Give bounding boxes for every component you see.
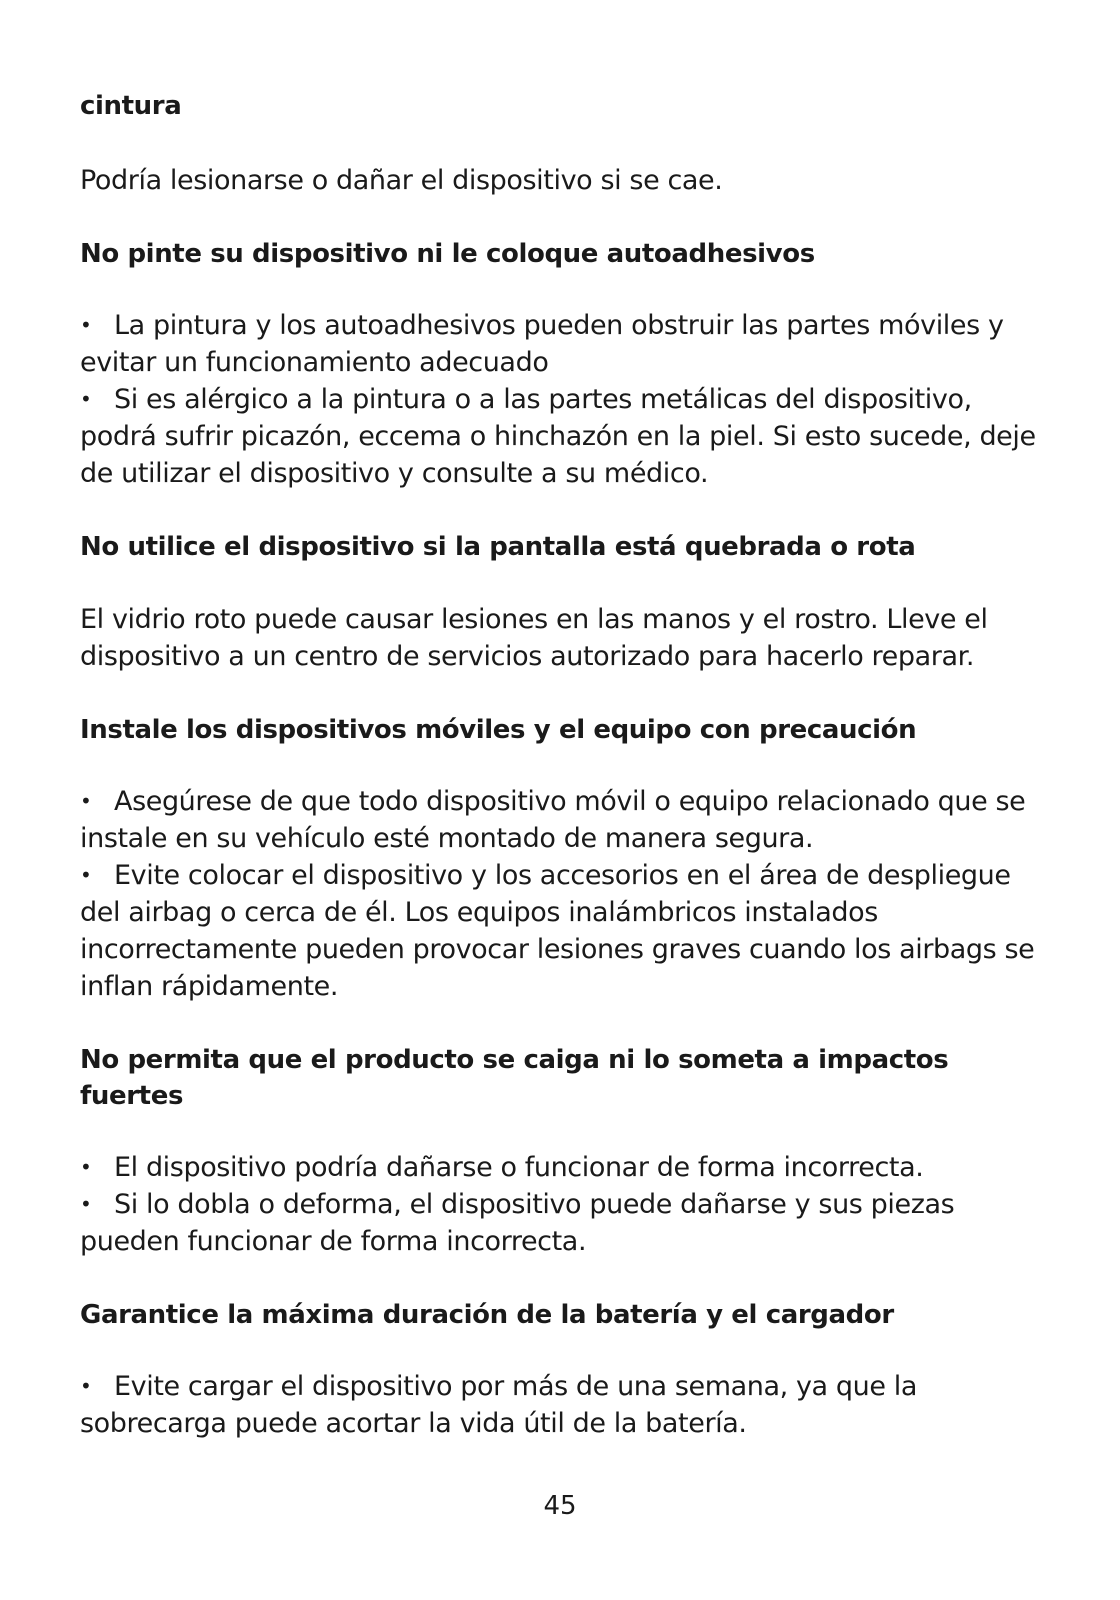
list-item-text: La pintura y los autoadhesivos pueden obstruir las partes móviles y evitar un funcionamiento adecuado — [80, 310, 1004, 378]
bullet-icon: • — [80, 1155, 92, 1179]
section-heading-cintura: cintura — [80, 91, 182, 121]
page-number: 45 — [543, 1491, 577, 1521]
list-item — [80, 307, 1040, 381]
document-page — [80, 88, 1040, 1442]
section-heading-install: Instale los dispositivos móviles y el equipo con precaución — [80, 715, 917, 745]
list-item-text: Evite colocar el dispositivo y los accesorios en el área de despliegue del airbag o cerca de él. Los equipos inalámbricos instalados incorrectamente pueden provocar lesiones graves cuando los airbags se inflan rápidamente. — [80, 860, 1035, 1002]
list-item-text: Evite cargar el dispositivo por más de una semana, ya que la sobrecarga puede acortar la vida útil de la batería. — [80, 1371, 917, 1439]
bullet-list — [80, 1149, 1040, 1260]
list-item — [80, 857, 1040, 1005]
bullet-icon: • — [80, 313, 92, 337]
list-item-text: Asegúrese de que todo dispositivo móvil o equipo relacionado que se instale en su vehículo esté montado de manera segura. — [80, 786, 1026, 854]
bullet-icon: • — [80, 1192, 92, 1216]
list-item — [80, 381, 1040, 492]
section-paragraph: Podría lesionarse o dañar el dispositivo si se cae. — [80, 165, 723, 196]
section-heading-battery: Garantice la máxima duración de la batería y el cargador — [80, 1300, 894, 1330]
list-item-text: El dispositivo podría dañarse o funcionar de forma incorrecta. — [114, 1152, 924, 1183]
list-item — [80, 1149, 1040, 1186]
section-paragraph: El vidrio roto puede causar lesiones en las manos y el rostro. Lleve el dispositivo a un centro de servicios autorizado para hacerlo reparar. — [80, 604, 988, 672]
bullet-list — [80, 1368, 1040, 1442]
list-item — [80, 1186, 1040, 1260]
bullet-icon: • — [80, 789, 92, 813]
bullet-icon: • — [80, 387, 92, 411]
bullet-list — [80, 783, 1040, 1005]
section-heading-drop-impact: No permita que el producto se caiga ni lo someta a impactos fuertes — [80, 1045, 949, 1111]
section-heading-paint: No pinte su dispositivo ni le coloque autoadhesivos — [80, 239, 815, 269]
bullet-icon: • — [80, 1374, 92, 1398]
list-item-text: Si lo dobla o deforma, el dispositivo puede dañarse y sus piezas pueden funcionar de forma incorrecta. — [80, 1189, 955, 1257]
section-heading-broken-screen: No utilice el dispositivo si la pantalla está quebrada o rota — [80, 532, 916, 562]
list-item-text: Si es alérgico a la pintura o a las partes metálicas del dispositivo, podrá sufrir picazón, eccema o hinchazón en la piel. Si esto sucede, deje de utilizar el dispositivo y consulte a su médico. — [80, 384, 1036, 489]
list-item — [80, 783, 1040, 857]
bullet-icon: • — [80, 863, 92, 887]
list-item — [80, 1368, 1040, 1442]
bullet-list — [80, 307, 1040, 492]
